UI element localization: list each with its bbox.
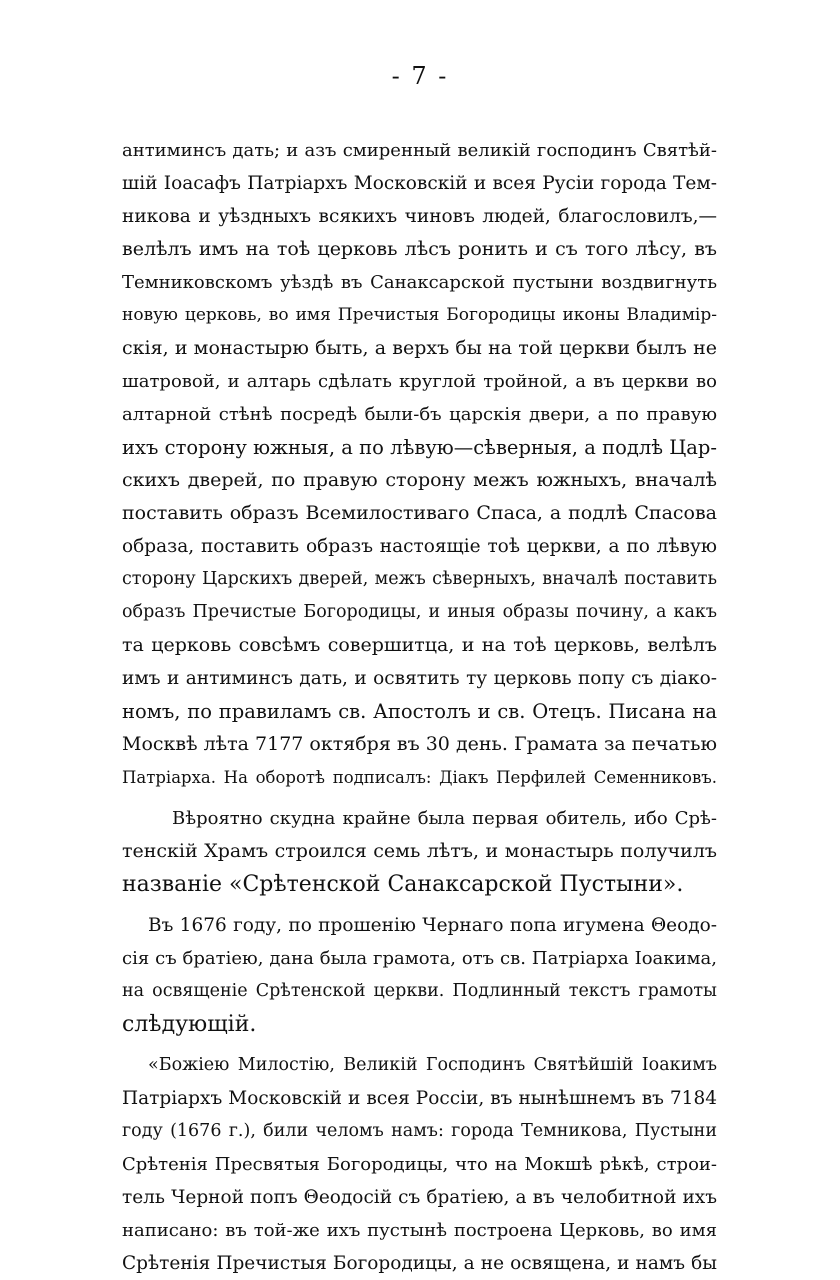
paragraph-1 bbox=[122, 134, 717, 794]
text-line: Патріарха. На оборотѣ подписалъ: Діакъ Перфилей Семенниковъ. bbox=[122, 768, 717, 787]
text-line: Москвѣ лѣта 7177 октября въ 30 день. Грамата за печатью bbox=[122, 733, 717, 755]
text-line: поставить образъ Всемилостиваго Спаса, а подлѣ Спасова bbox=[122, 502, 717, 524]
text-line: шій Іоасафъ Патріархъ Московскій и всея Русіи города Тем- bbox=[122, 173, 717, 194]
text-line: на освященіе Срѣтенской церкви. Подлинный текстъ грамоты bbox=[122, 981, 717, 1001]
text-line: ихъ сторону южныя, а по лѣвую—сѣверныя, а подлѣ Цар- bbox=[122, 436, 717, 459]
text-line: Патріархъ Московскій и всея Россіи, въ нынѣшнемъ въ 7184 bbox=[122, 1088, 717, 1109]
paragraph-2 bbox=[122, 802, 717, 901]
text-line: Вѣроятно скудна крайне была первая обитель, ибо Срѣ- bbox=[172, 808, 717, 829]
text-line: названіе «Срѣтенской Санаксарской Пустыни». bbox=[122, 872, 684, 897]
text-line: шатровой, и алтарь сдѣлать круглой тройной, а въ церкви во bbox=[122, 371, 717, 392]
text-line: скихъ дверей, по правую сторону межъ южныхъ, вначалѣ bbox=[122, 469, 717, 491]
text-line: никова и уѣздныхъ всякихъ чиновъ людей, благословилъ,— bbox=[122, 206, 717, 227]
text-line: велѣлъ имъ на тоѣ церковь лѣсъ ронить и съ того лѣсу, въ bbox=[122, 238, 717, 260]
text-line: сія съ братіею, дана была грамота, отъ св. Патріарха Іоакима, bbox=[122, 948, 717, 969]
text-line: году (1676 г.), били челомъ намъ: города Темникова, Пустыни bbox=[122, 1121, 717, 1141]
page-number: - 7 - bbox=[391, 62, 449, 90]
text-line: алтарной стѣнѣ посредѣ были-бъ царскія двери, а по правую bbox=[122, 404, 717, 425]
text-line: тенскій Храмъ строился семь лѣтъ, и монастырь получилъ bbox=[122, 840, 717, 862]
text-line: Срѣтенія Пречистыя Богородицы, а не освящена, и намъ бы bbox=[122, 1253, 717, 1274]
text-line: слѣдующій. bbox=[122, 1012, 257, 1037]
text-line: Темниковскомъ уѣздѣ въ Санаксарской пустыни воздвигнуть bbox=[122, 272, 717, 293]
text-line: образъ Пречистые Богородицы, и иныя образы почину, а какъ bbox=[122, 602, 717, 622]
text-line: новую церковь, во имя Пречистыя Богородицы иконы Владимір- bbox=[122, 305, 717, 325]
text-line: Въ 1676 году, по прошенію Чернаго попа игумена Θеодо- bbox=[148, 915, 717, 936]
text-line: сторону Царскихъ дверей, межъ сѣверныхъ, вначалѣ поставить bbox=[122, 569, 717, 589]
text-line: тель Черной попъ Θеодосій съ братіею, а въ челобитной ихъ bbox=[122, 1187, 717, 1208]
text-line: Срѣтенія Пресвятыя Богородицы, что на Мокшѣ рѣкѣ, строи- bbox=[122, 1154, 717, 1175]
text-line: имъ и антиминсъ дать, и освятить ту церковь попу съ діако- bbox=[122, 668, 717, 689]
paragraph-3 bbox=[122, 909, 717, 1041]
text-line: скія, и монастырю быть, а верхъ бы на той церкви былъ не bbox=[122, 337, 717, 359]
text-line: написано: въ той-же ихъ пустынѣ построена Церковь, во имя bbox=[122, 1220, 717, 1241]
text-line: та церковь совсѣмъ совершитца, и на тоѣ церковь, велѣлъ bbox=[122, 634, 717, 656]
text-line: номъ, по правиламъ св. Апостолъ и св. Отецъ. Писана на bbox=[122, 700, 717, 723]
body-text bbox=[122, 134, 717, 1280]
text-line: антиминсъ дать; и азъ смиренный великій господинъ Святѣй- bbox=[122, 140, 717, 161]
text-line: «Божіею Милостію, Великій Господинъ Святѣйшій Іоакимъ bbox=[148, 1055, 717, 1075]
paragraph-4 bbox=[122, 1049, 717, 1280]
text-line: образа, поставить образъ настоящіе тоѣ церкви, а по лѣвую bbox=[122, 536, 717, 557]
